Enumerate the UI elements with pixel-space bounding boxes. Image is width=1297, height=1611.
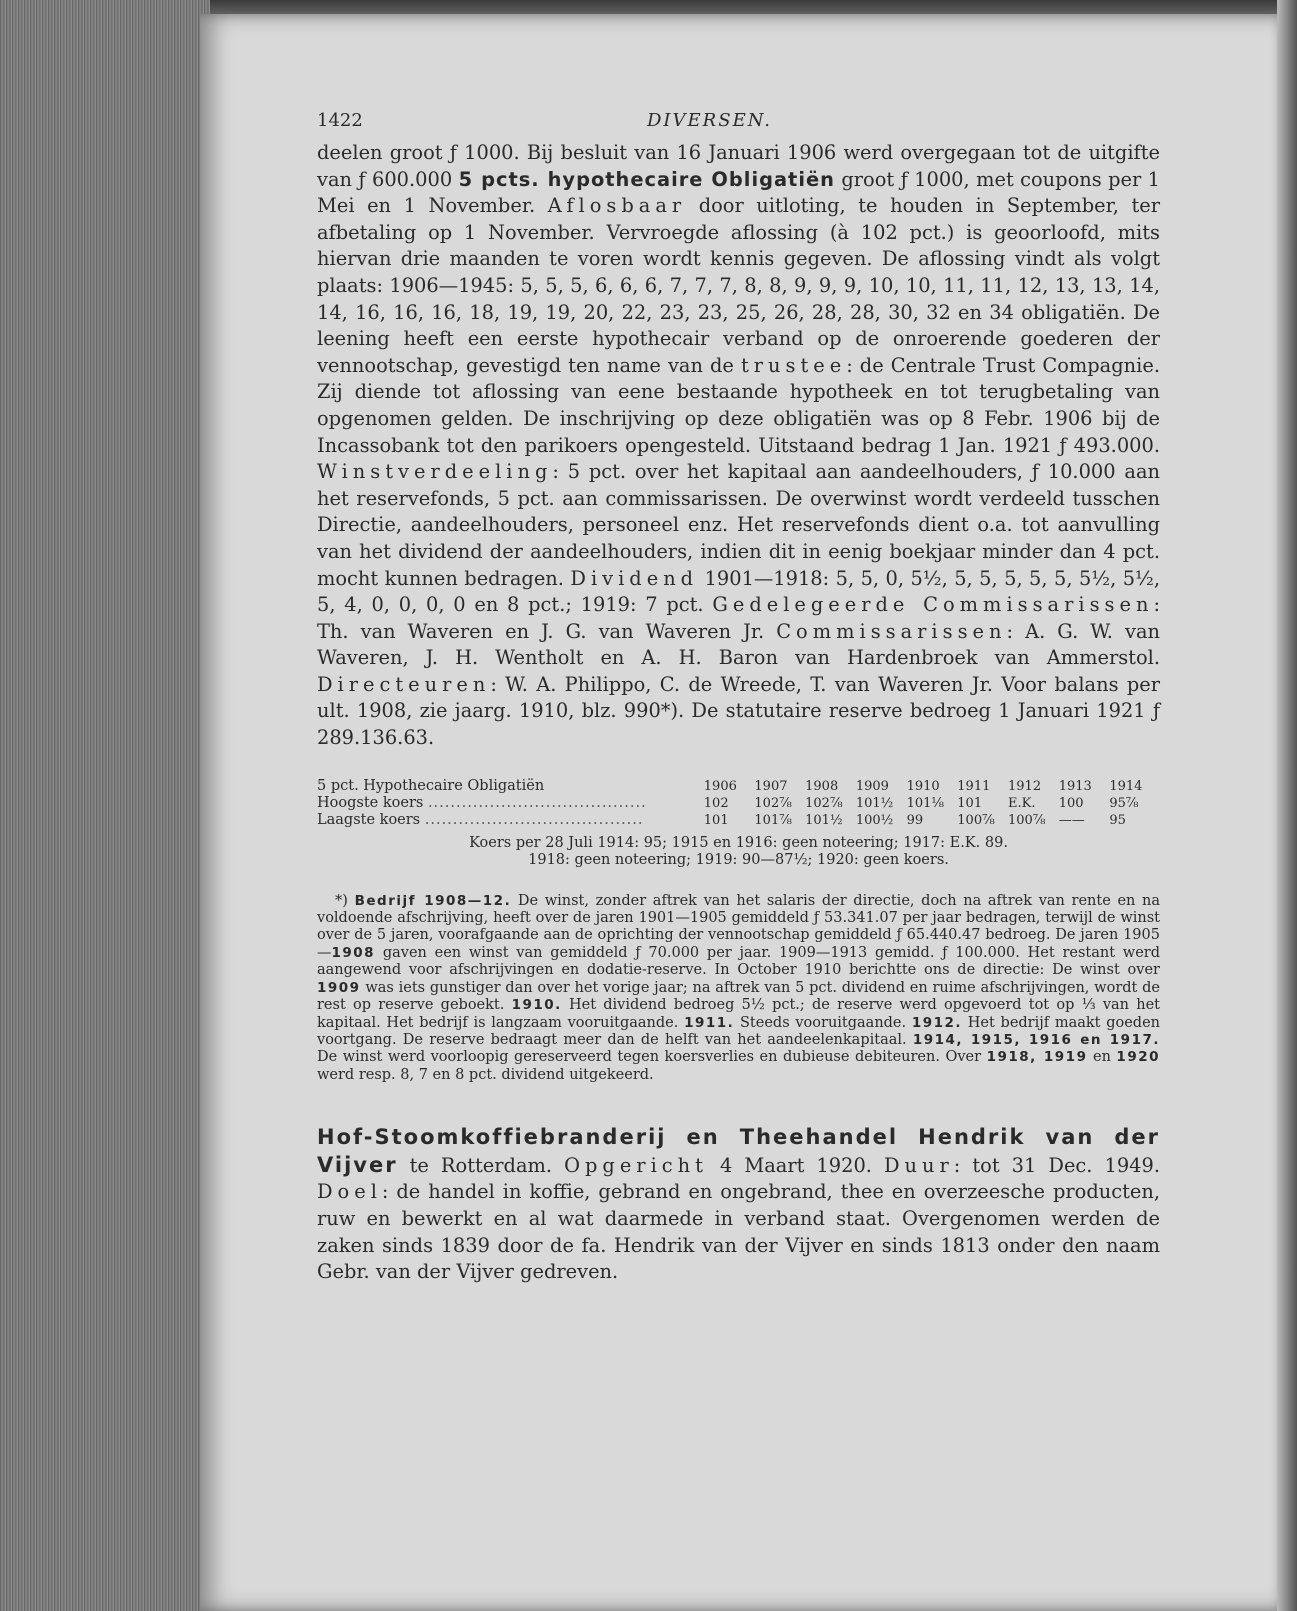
spaced-term: Winstverdeeling xyxy=(317,460,553,484)
text-segment: groot ƒ 1000, met coupons per 1 Mei en 1 November. xyxy=(317,167,1160,218)
value-cell: 101⅛ xyxy=(906,795,944,811)
footnote-bold: 1909 xyxy=(317,979,361,996)
footnote-bold: 1912. xyxy=(911,1014,963,1031)
text-segment: door uitloting, te houden in September, ter afbetaling op 1 November. Vervroegde aflossing (à 102 pct.) is geoorloofd, mits hiervan drie maanden te voren wordt kennis gegeven. De aflossing vindt als volgt plaats: 1906—1945: 5, 5, 5, 6, 6, 6, 7, 7, 7, 8, 8, 9, 9, 9, 10, 10, 11, 11, 12, 13, 13, 14, 14, 16, 16, 16, 18, 19, 19, 20, 22, 23, 23, 25, 26, 28, 28, 30, 32 en 34 obligatiën. De leening heeft een eerste hypothecair verband op de onroerende goederen der vennootschap, gevestigd ten name van de xyxy=(317,194,1160,377)
text-segment: Steeds vooruitgaande. xyxy=(734,1014,912,1031)
text-segment: : de Centrale Trust Compagnie. Zij diende tot aflossing van eene bestaande hypotheek en tot terugbetaling van opgenomen gelden. De inschrijving op deze obligatiën was op 8 Febr. 1906 bij de Incassobank tot den parikoers opengesteld. Uitstaand bedrag 1 Jan. 1921 ƒ 493.000. xyxy=(317,353,1160,457)
koers-note-line: 1918: geen noteering; 1919: 90—87½; 1920: geen koers. xyxy=(528,851,949,868)
row-label xyxy=(317,795,704,812)
value-cell: 102⅞ xyxy=(754,795,792,811)
year-cell: 1906 xyxy=(703,778,737,794)
footnote-bold: 1911. xyxy=(684,1014,735,1031)
value-cell: 95⅞ xyxy=(1109,795,1139,811)
spaced-term: Gedelegeerde Commissarissen xyxy=(712,593,1154,617)
text-segment: : 5 pct. over het kapitaal aan aandeelhouders, ƒ 10.000 aan het reservefonds, 5 pct. aan commissarissen. De overwinst wordt verdeeld tusschen Directie, aandeelhouders, personeel enz. Het reservefonds dient o.a. tot aanvulling van het dividend der aandeelhouders, indien dit in eenig boekjaar minder dan 4 pct. mocht kunnen bedragen. xyxy=(317,460,1160,590)
text-segment: Het dividend bedroeg 5½ pct.; de reserve werd opgevoerd tot op ⅓ van het kapitaal. Het bedrijf is langzaam vooruitgaande. xyxy=(317,997,1160,1031)
footnote-mark: *) xyxy=(335,892,348,909)
text-segment: De winst, zonder aftrek van het salaris der directie, doch na aftrek van rente en na voldoende afschrijving, heeft over de jaren 1901—1905 gemiddeld ƒ 53.341.07 per jaar bedragen, terwijl de winst over de 5 jaren, voorafgaande aan de oprichting der vennootschap gemiddeld ƒ 65.440.47 bedroeg. De jaren 1905— xyxy=(317,892,1161,961)
koers-table xyxy=(317,778,1160,829)
year-cell: 1910 xyxy=(906,778,940,794)
year-cell: 1911 xyxy=(957,778,991,794)
footnote-bold: 1914, 1915, 1916 en 1917. xyxy=(912,1031,1160,1048)
koers-header-row xyxy=(317,778,1160,795)
leader-dots: ....................................... xyxy=(427,794,647,811)
footnote xyxy=(317,893,1160,1084)
value-cell: 101 xyxy=(703,812,729,828)
year-cell: 1913 xyxy=(1058,778,1092,794)
value-cell: 95 xyxy=(1109,812,1126,828)
value-cell: 102⅞ xyxy=(805,795,843,811)
text-segment: : Th. van Waveren en J. G. van Waveren Jr. xyxy=(317,593,1160,643)
footnote-bold: 1908 xyxy=(331,944,376,961)
value-cell: 100 xyxy=(1058,795,1084,811)
row-label xyxy=(317,812,704,829)
koers-table-title: 5 pct. Hypothecaire Obligatiën xyxy=(317,777,545,794)
spaced-term: trustee xyxy=(740,353,847,377)
text-segment: : de handel in koffie, gebrand en ongebrand, thee en overzeesche producten, ruw en bewerkt en al wat daarmede in verband staat. Overgenomen werden de zaken sinds 1839 door de fa. Hendrik van der Vijver en sinds 1813 onder den naam Gebr. van der Vijver gedreven. xyxy=(317,1180,1160,1284)
text-segment: : tot 31 Dec. 1949. xyxy=(953,1153,1160,1177)
text-segment: te Rotterdam. xyxy=(397,1153,565,1177)
year-cell: 1907 xyxy=(754,778,788,794)
running-title: DIVERSEN. xyxy=(647,110,773,131)
value-cell: 101½ xyxy=(855,795,894,811)
koers-note xyxy=(317,835,1160,869)
text-segment: : A. G. W. van Waveren, J. H. Wentholt en A. H. Baron van Hardenbroek van Ammerstol. xyxy=(317,619,1160,670)
footnote-bold: 1918, 1919 xyxy=(986,1049,1088,1066)
text-segment: : W. A. Philippo, C. de Wreede, T. van Waveren Jr. Voor balans per ult. 1908, zie jaarg. 1910, blz. 990*). De statutaire reserve bedroeg 1 Januari 1921 ƒ 289.136.63. xyxy=(317,672,1160,750)
value-cell: 100⅞ xyxy=(1008,812,1046,828)
book-right-edge xyxy=(1277,0,1297,1611)
company-entry-vijver xyxy=(317,1124,1160,1286)
value-cell: —— xyxy=(1058,812,1085,828)
footnote-bold: 1910. xyxy=(511,997,562,1014)
value-cell: 101 xyxy=(957,795,983,811)
page-content xyxy=(317,100,1160,1305)
spaced-term: Duur xyxy=(884,1153,954,1177)
value-cell: 100⅞ xyxy=(957,812,995,828)
company-description xyxy=(317,140,1160,752)
text-segment: Het bedrijf maakt goeden voortgang. De reserve bedraagt meer dan de helft van het aandeelenkapitaal. xyxy=(317,1014,1160,1048)
footnote-bold: Bedrijf 1908—12. xyxy=(354,892,512,909)
value-cell: 99 xyxy=(906,812,924,828)
footnote-bold: 1920 xyxy=(1116,1049,1160,1066)
table-row xyxy=(317,795,1160,812)
row-label-text: Laagste koers xyxy=(317,811,421,828)
leader-dots: ....................................... xyxy=(424,811,644,828)
table-row xyxy=(317,812,1160,829)
page xyxy=(200,14,1285,1611)
text-segment: deelen groot ƒ 1000. Bij besluit van 16 Januari 1906 werd overgegaan tot de uitgifte van ƒ 600.000 xyxy=(317,141,1160,191)
text-segment: en xyxy=(1087,1049,1117,1066)
page-header xyxy=(317,100,1160,140)
year-cell: 1909 xyxy=(855,778,889,794)
text-segment: was iets gunstiger dan over het vorige jaar; na aftrek van 5 pct. dividend en ruime afschrijvingen, wordt de rest op reserve geboekt. xyxy=(317,979,1160,1014)
value-cell: 102 xyxy=(703,795,729,811)
year-cell: 1908 xyxy=(805,778,839,794)
text-segment: gaven een winst van gemiddeld ƒ 70.000 per jaar. 1909—1913 gemidd. ƒ 100.000. Het restant werd aangewend voor afschrijvingen en dodatie-reserve. In October 1910 berichtte ons de directie: De winst over xyxy=(317,944,1160,979)
value-cell: 101½ xyxy=(805,812,843,828)
row-label-text: Hoogste koers xyxy=(317,794,424,811)
text-segment: 4 Maart 1920. xyxy=(707,1153,884,1177)
value-cell: 101⅞ xyxy=(754,812,792,828)
value-cell: E.K. xyxy=(1008,795,1036,811)
spaced-term: Opgericht xyxy=(564,1153,708,1177)
text-segment: De winst werd voorloopig gereserveerd tegen koersverlies en dubieuse debiteuren. Over xyxy=(317,1049,987,1066)
spaced-term: Doel xyxy=(317,1180,382,1204)
value-cell: 100½ xyxy=(855,812,894,828)
text-segment: werd resp. 8, 7 en 8 pct. dividend uitgekeerd. xyxy=(317,1066,654,1083)
spaced-term: Aflosbaar xyxy=(547,194,687,218)
spaced-term: Commissarissen xyxy=(776,619,1007,643)
spaced-term: Directeuren xyxy=(317,672,491,696)
koers-note-line: Koers per 28 Juli 1914: 95; 1915 en 1916: geen noteering; 1917: E.K. 89. xyxy=(469,834,1008,851)
company-name: Hof-Stoomkoffiebranderij en Theehandel Hendrik van der Vijver xyxy=(317,1125,1160,1177)
book-page-edges xyxy=(0,0,210,1611)
year-cell: 1914 xyxy=(1109,778,1143,794)
page-number: 1422 xyxy=(317,110,363,131)
spaced-term: Dividend xyxy=(570,566,699,590)
text-segment: 1901—1918: 5, 5, 0, 5½, 5, 5, 5, 5, 5, 5½, 5½, 5, 4, 0, 0, 0, 0 en 8 pct.; 1919: 7 pct. xyxy=(317,566,1160,617)
year-cell: 1912 xyxy=(1008,778,1042,794)
bond-heading: 5 pcts. hypothecaire Obligatiën xyxy=(458,167,835,191)
